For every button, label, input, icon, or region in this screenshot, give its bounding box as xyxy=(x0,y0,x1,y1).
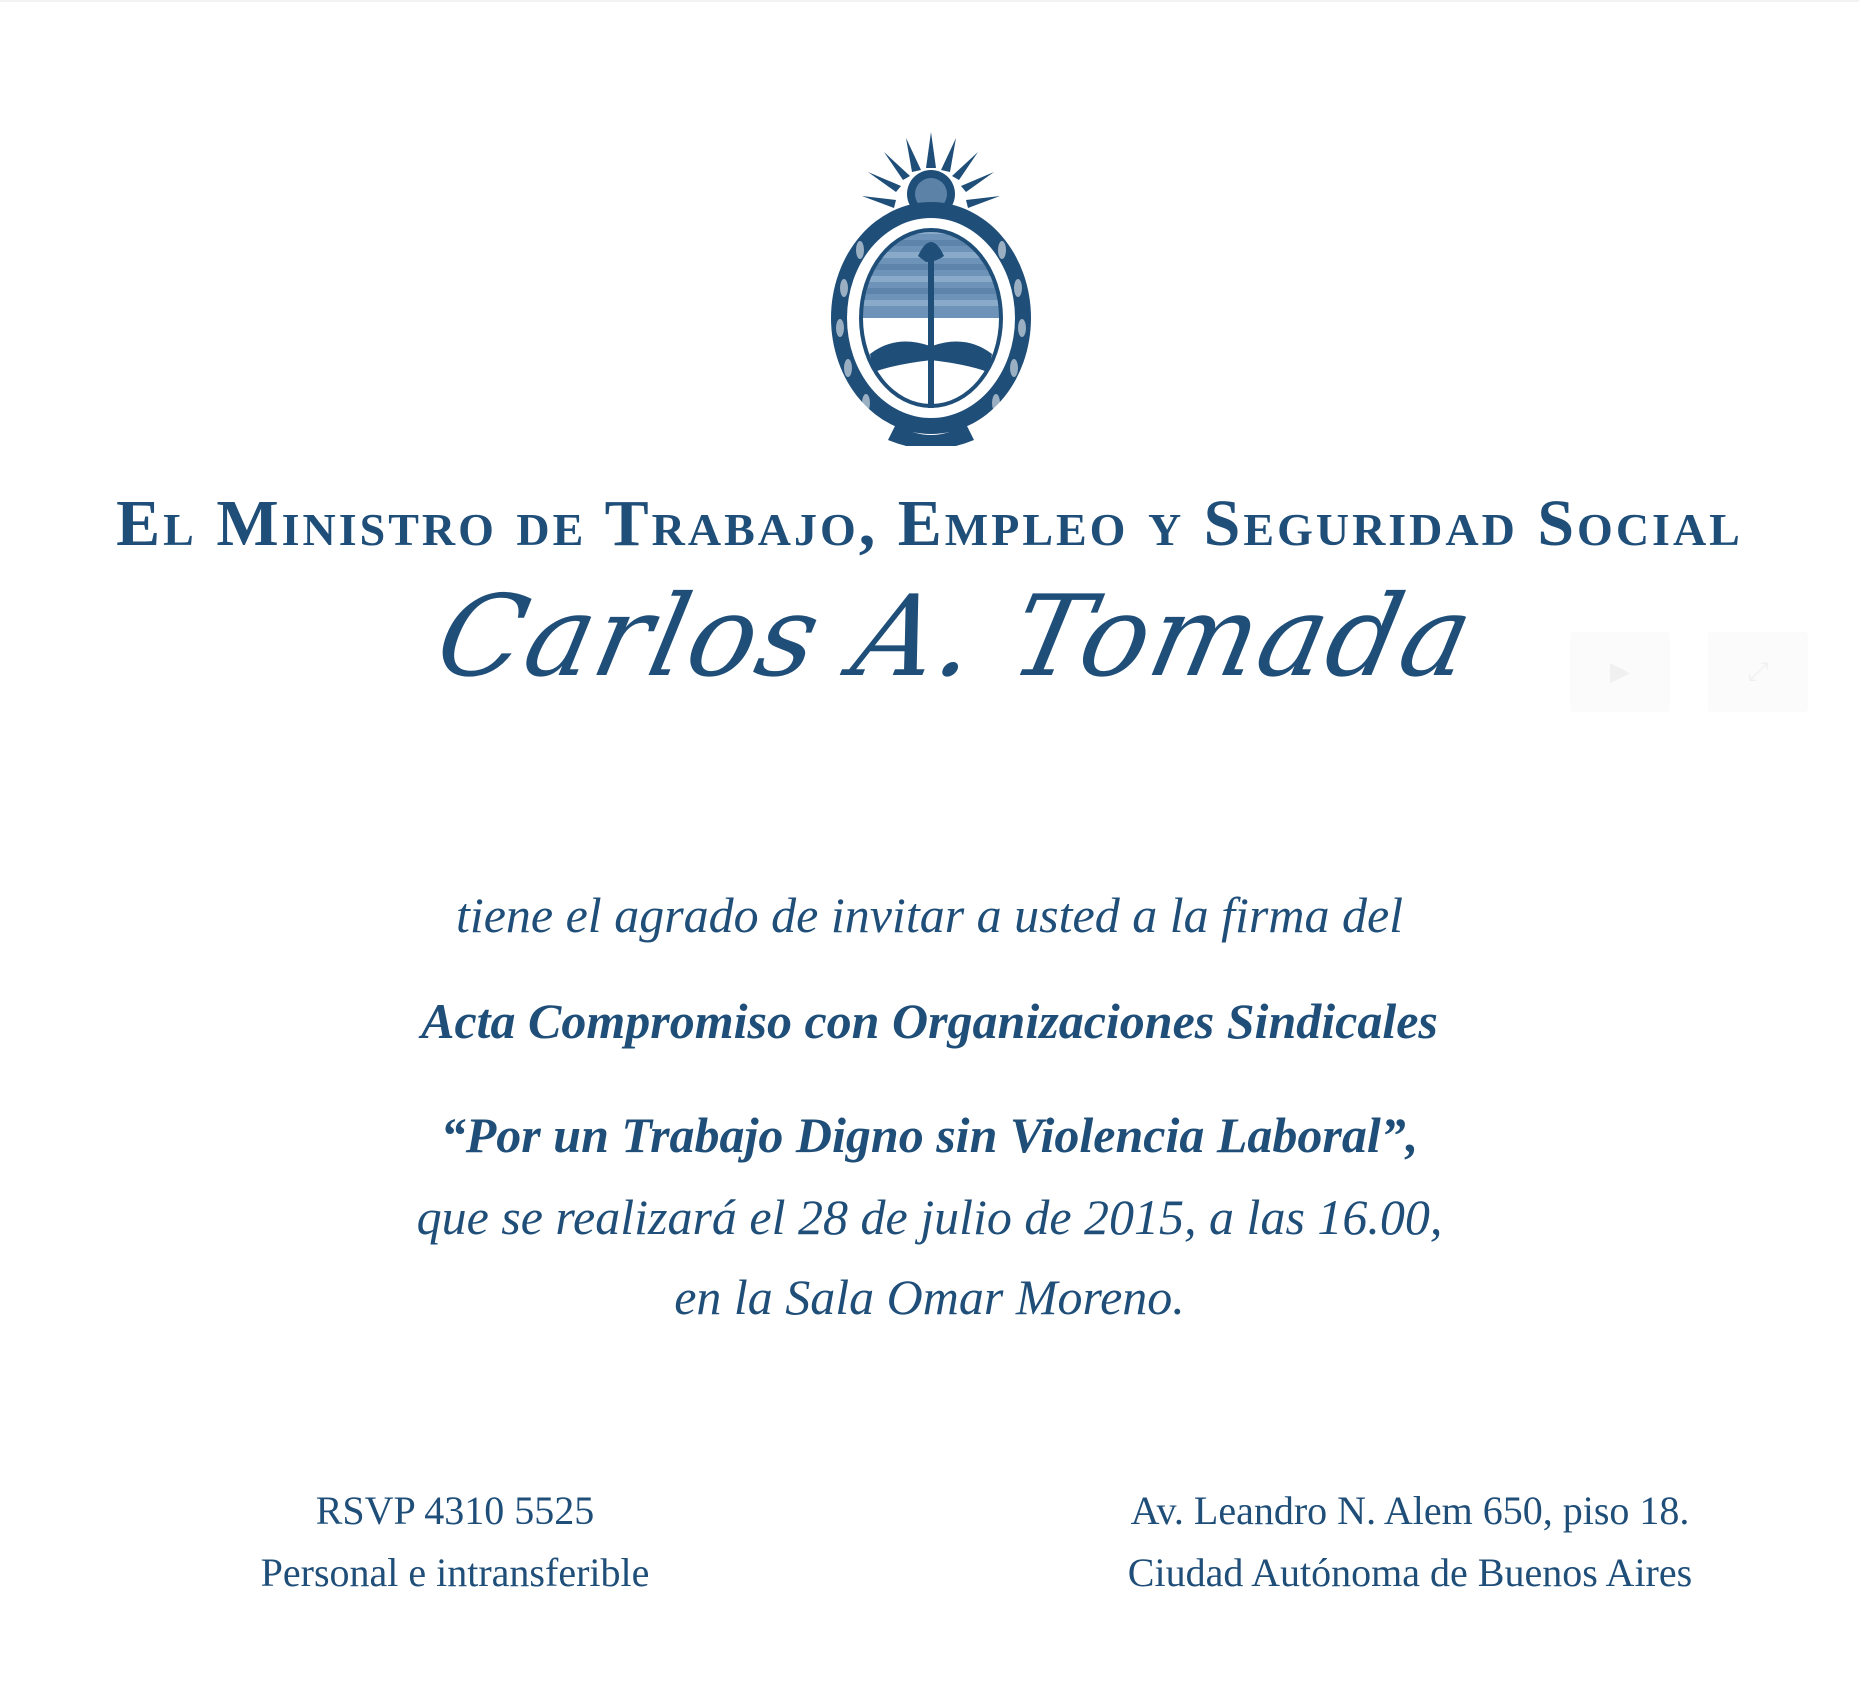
minister-name: Carlos A. Tomada xyxy=(426,572,1486,702)
faded-overlay-controls xyxy=(1570,632,1808,712)
event-date-time: que se realizará el 28 de julio de 2015, a las 16.00, xyxy=(416,1189,1443,1245)
event-subtitle: “Por un Trabajo Digno sin Violencia Laboral”, xyxy=(440,1107,1419,1163)
invitation-intro: tiene el agrado de invitar a usted a la firma del xyxy=(455,887,1404,943)
event-title: Acta Compromiso con Organizaciones Sindicales xyxy=(421,993,1438,1049)
street-address: Av. Leandro N. Alem 650, piso 18. xyxy=(1130,1488,1690,1533)
expand-icon[interactable]: ⤢ xyxy=(1708,632,1808,712)
city-name: Ciudad Autónoma de Buenos Aires xyxy=(1127,1550,1693,1595)
rsvp-phone: RSVP 4310 5525 xyxy=(315,1488,595,1533)
footer-address-block xyxy=(1060,1480,1760,1604)
ministry-title: El Ministro de Trabajo, Empleo y Seguridad Social xyxy=(116,487,1743,560)
event-venue: en la Sala Omar Moreno. xyxy=(674,1269,1185,1325)
top-edge-rule xyxy=(0,0,1859,2)
transfer-note: Personal e intransferible xyxy=(260,1550,650,1595)
play-icon[interactable]: ▶ xyxy=(1570,632,1670,712)
footer-rsvp-block xyxy=(200,1480,710,1604)
argentina-coat-of-arms-icon xyxy=(826,128,1036,446)
